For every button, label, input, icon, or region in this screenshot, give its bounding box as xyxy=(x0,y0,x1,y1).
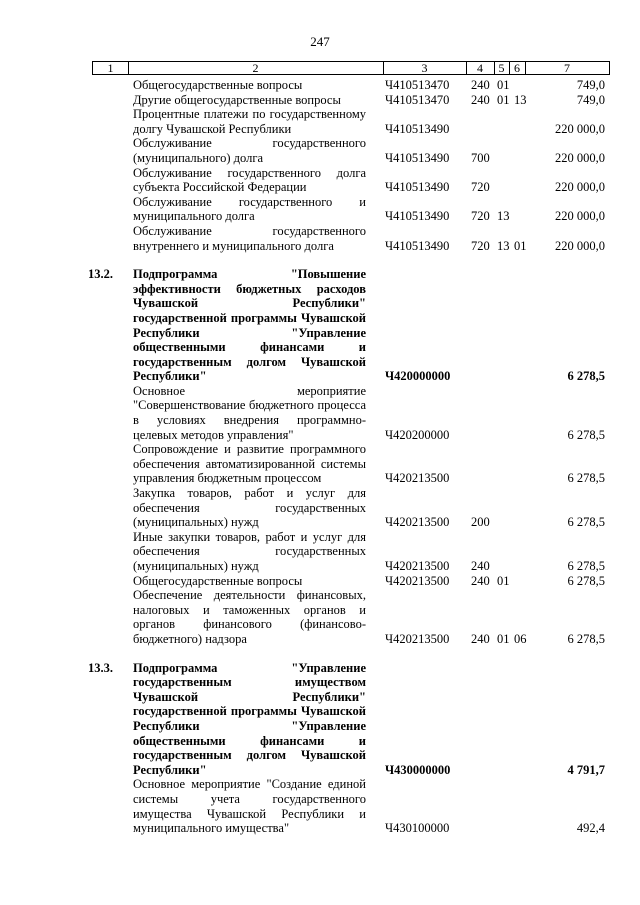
row-name: Обслуживание государственного (муниципального) долга xyxy=(133,136,366,165)
subsection-code: 13 xyxy=(514,92,527,107)
row-name: Сопровождение и развитие программного обеспечения автоматизированной системы управления бюджетным процессом xyxy=(133,442,366,486)
target-article-code: Ч410513490 xyxy=(385,238,450,253)
amount: 749,0 xyxy=(576,78,605,92)
header-col-7: 7 xyxy=(564,61,570,75)
subsection-code: 06 xyxy=(514,631,527,646)
table-row xyxy=(0,384,640,442)
amount: 6 278,5 xyxy=(567,515,605,530)
row-name: Процентные платежи по государственному долгу Чувашской Республики xyxy=(133,107,366,136)
amount: 220 000,0 xyxy=(555,209,605,224)
table-row xyxy=(0,93,640,108)
amount: 749,0 xyxy=(576,92,605,107)
table-row xyxy=(0,107,640,136)
target-article-code: Ч430100000 xyxy=(385,821,450,836)
expense-type-code: 200 xyxy=(471,515,490,530)
row-name: Основное мероприятие "Совершенствование бюджетного процесса в условиях внедрения программно-целевых методов управления" xyxy=(133,383,366,442)
subprogram-number: 13.2. xyxy=(88,267,113,282)
target-article-code: Ч420213500 xyxy=(385,515,450,530)
row-name: Основное мероприятие "Создание единой системы учета государственного имущества Чувашской Республики и муниципального имущества" xyxy=(133,777,366,836)
expense-type-code: 720 xyxy=(471,180,490,195)
section-code: 01 xyxy=(497,78,510,92)
expense-type-code: 700 xyxy=(471,150,490,165)
subprogram-number: 13.3. xyxy=(88,660,113,675)
row-name: Другие общегосударственные вопросы xyxy=(133,92,341,107)
amount: 492,4 xyxy=(576,821,605,836)
amount: 6 278,5 xyxy=(567,369,605,384)
row-name: Обслуживание государственного и муниципального долга xyxy=(133,194,366,224)
expense-type-code: 720 xyxy=(471,209,490,224)
target-article-code: Ч420213500 xyxy=(385,471,450,486)
header-col-1: 1 xyxy=(107,61,114,75)
expense-type-code: 240 xyxy=(471,78,490,92)
page-number: 247 xyxy=(310,34,330,49)
target-article-code: Ч420213500 xyxy=(385,573,450,588)
target-article-code: Ч420000000 xyxy=(385,369,451,384)
subsection-code: 01 xyxy=(514,238,527,253)
row-name: Общегосударственные вопросы xyxy=(133,78,303,92)
amount: 220 000,0 xyxy=(555,150,605,165)
header-col-4: 4 xyxy=(477,61,483,75)
table-row xyxy=(0,574,640,589)
expense-type-code: 240 xyxy=(471,631,490,646)
amount: 6 278,5 xyxy=(567,471,605,486)
row-name: Общегосударственные вопросы xyxy=(133,573,303,588)
table-row xyxy=(0,530,640,574)
table-row xyxy=(0,136,640,165)
target-article-code: Ч410513490 xyxy=(385,209,450,224)
section-gap xyxy=(0,647,640,661)
row-name: Закупка товаров, работ и услуг для обеспечения государственных (муниципальных) нужд xyxy=(133,486,366,530)
table-row xyxy=(0,777,640,835)
target-article-code: Ч420213500 xyxy=(385,631,450,646)
amount: 6 278,5 xyxy=(567,573,605,588)
section-code: 01 xyxy=(497,631,510,646)
amount: 6 278,5 xyxy=(567,427,605,442)
table-row xyxy=(0,195,640,224)
expense-type-code: 720 xyxy=(471,238,490,253)
expense-type-code: 240 xyxy=(471,92,490,107)
row-name: Подпрограмма "Повышение эффективности бюджетных расходов Чувашской Республики" государственной программы Чувашской Республики "Управление общественными финансами и государственным долгом Чувашской Республики" xyxy=(133,267,366,384)
table-row xyxy=(0,224,640,253)
amount: 220 000,0 xyxy=(555,238,605,253)
table-row xyxy=(0,442,640,486)
amount: 220 000,0 xyxy=(555,121,605,136)
header-col-2: 2 xyxy=(252,61,259,75)
table-row xyxy=(0,588,640,646)
budget-table-body xyxy=(0,78,640,836)
row-name: Обслуживание государственного долга субъекта Российской Федерации xyxy=(133,165,366,195)
section-code: 13 xyxy=(497,238,510,253)
amount: 4 791,7 xyxy=(567,762,605,777)
amount: 6 278,5 xyxy=(567,559,605,573)
table-row xyxy=(0,166,640,195)
table-row xyxy=(0,486,640,530)
table-row xyxy=(0,78,640,93)
table-row-subprogram xyxy=(0,267,640,384)
section-code: 01 xyxy=(497,573,510,588)
row-name: Подпрограмма "Управление государственным имуществом Чувашской Республики" государственной программы Чувашской Республики "Управление общественными финансами и государственным долгом Чувашской Республики" xyxy=(133,660,366,777)
row-name: Обслуживание государственного внутреннего и муниципального долга xyxy=(133,223,366,253)
row-name: Обеспечение деятельности финансовых, налоговых и таможенных органов и органов финансового (финансово-бюджетного) надзора xyxy=(133,588,366,646)
header-col-6: 6 xyxy=(514,61,520,75)
target-article-code: Ч410513470 xyxy=(385,78,450,92)
table-row-subprogram xyxy=(0,661,640,778)
target-article-code: Ч410513490 xyxy=(385,121,450,136)
section-gap xyxy=(0,253,640,267)
target-article-code: Ч410513490 xyxy=(385,180,450,195)
target-article-code: Ч420200000 xyxy=(385,427,450,442)
target-article-code: Ч430000000 xyxy=(385,762,451,777)
header-col-3: 3 xyxy=(421,61,428,75)
header-col-5: 5 xyxy=(498,61,505,75)
expense-type-code: 240 xyxy=(471,559,490,573)
row-name: Иные закупки товаров, работ и услуг для обеспечения государственных (муниципальных) нужд xyxy=(133,529,366,573)
amount: 220 000,0 xyxy=(555,180,605,195)
section-code: 13 xyxy=(497,209,510,224)
section-code: 01 xyxy=(497,92,510,107)
amount: 6 278,5 xyxy=(567,631,605,646)
target-article-code: Ч420213500 xyxy=(385,559,450,573)
expense-type-code: 240 xyxy=(471,573,490,588)
target-article-code: Ч410513470 xyxy=(385,92,450,107)
table-header xyxy=(92,61,610,75)
target-article-code: Ч410513490 xyxy=(385,150,450,165)
